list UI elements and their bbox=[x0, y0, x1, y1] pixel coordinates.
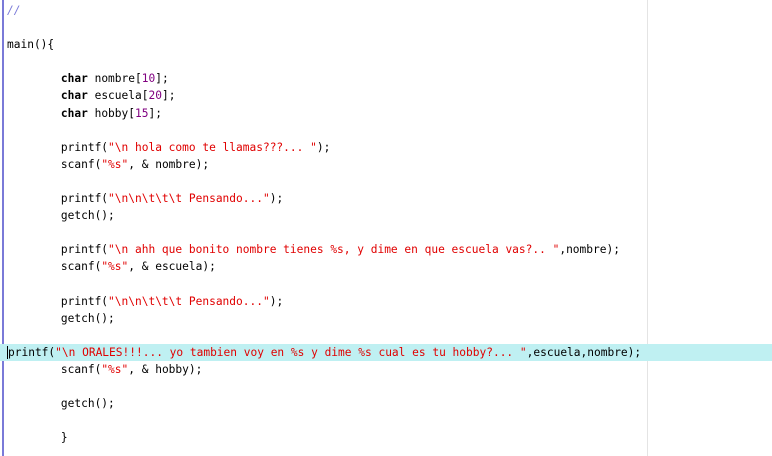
number-literal: 15 bbox=[135, 106, 149, 120]
indent bbox=[7, 107, 61, 120]
code-line[interactable] bbox=[7, 122, 772, 139]
code-text: getch(); bbox=[60, 209, 115, 223]
code-line[interactable] bbox=[7, 224, 772, 241]
code-text: escuela[ bbox=[87, 89, 149, 103]
code-line[interactable] bbox=[7, 378, 772, 395]
code-text: ,nombre); bbox=[559, 243, 620, 257]
current-code-line[interactable] bbox=[0, 344, 772, 361]
code-text: , & nombre); bbox=[128, 157, 210, 171]
string-literal: "\n\n\t\t\t Pensando..." bbox=[108, 192, 270, 206]
code-text: printf( bbox=[60, 294, 109, 308]
code-line[interactable] bbox=[7, 173, 772, 190]
string-literal: "%s" bbox=[101, 362, 129, 376]
comment: // bbox=[7, 4, 21, 17]
keyword: char bbox=[60, 106, 88, 120]
indent bbox=[7, 363, 61, 376]
indent bbox=[7, 192, 61, 205]
number-literal: 10 bbox=[141, 72, 156, 86]
string-literal: "\n ahh que bonito nombre tienes %s, y dime en que escuela vas?.. " bbox=[108, 243, 560, 257]
indent bbox=[7, 312, 61, 325]
code-text: printf( bbox=[8, 345, 56, 359]
string-literal: "\n ORALES!!!... yo tambien voy en %s y dime %s cual es tu hobby?... " bbox=[55, 345, 527, 359]
code-text: scanf( bbox=[60, 362, 102, 376]
code-text: nombre[ bbox=[87, 72, 142, 86]
indent bbox=[7, 158, 61, 171]
indent bbox=[7, 89, 61, 102]
code-line[interactable] bbox=[7, 190, 772, 207]
code-line[interactable] bbox=[7, 207, 772, 224]
code-text: getch(); bbox=[60, 397, 115, 411]
code-editor[interactable] bbox=[7, 2, 772, 446]
indent bbox=[7, 260, 61, 273]
code-line[interactable] bbox=[7, 429, 772, 446]
code-line[interactable] bbox=[7, 276, 772, 293]
code-line[interactable] bbox=[7, 53, 772, 70]
indent bbox=[7, 209, 61, 222]
code-line[interactable] bbox=[7, 293, 772, 310]
code-text: scanf( bbox=[60, 157, 102, 171]
keyword: char bbox=[60, 72, 88, 86]
code-line[interactable] bbox=[7, 361, 772, 378]
code-line[interactable] bbox=[7, 70, 772, 87]
indent bbox=[7, 141, 61, 154]
code-text: hobby[ bbox=[87, 106, 135, 120]
code-text: , & escuela); bbox=[128, 260, 216, 274]
indent bbox=[7, 243, 61, 256]
code-line[interactable] bbox=[7, 258, 772, 275]
code-text: ); bbox=[269, 192, 284, 206]
indent bbox=[7, 397, 61, 410]
string-literal: "%s" bbox=[101, 260, 129, 274]
code-line[interactable] bbox=[7, 36, 772, 53]
code-text: ]; bbox=[148, 106, 162, 120]
indent bbox=[7, 72, 61, 85]
code-line[interactable] bbox=[7, 412, 772, 429]
code-line[interactable] bbox=[7, 327, 772, 344]
string-literal: "\n hola como te llamas???... " bbox=[108, 140, 317, 154]
code-text: } bbox=[60, 431, 68, 445]
code-text: printf( bbox=[60, 192, 109, 206]
code-text: getch(); bbox=[60, 311, 115, 325]
code-line[interactable] bbox=[7, 139, 772, 156]
code-text: ); bbox=[269, 294, 284, 308]
code-line[interactable] bbox=[7, 105, 772, 122]
code-text: ]; bbox=[155, 72, 169, 86]
code-text: printf( bbox=[60, 140, 109, 154]
code-line[interactable] bbox=[7, 2, 772, 19]
change-marker-bar bbox=[2, 0, 4, 456]
code-line[interactable] bbox=[7, 87, 772, 104]
code-line[interactable] bbox=[7, 395, 772, 412]
string-literal: "\n\n\t\t\t Pensando..." bbox=[108, 294, 270, 308]
code-text: ,escuela,nombre); bbox=[526, 345, 642, 359]
code-line[interactable] bbox=[7, 19, 772, 36]
code-line[interactable] bbox=[7, 156, 772, 173]
code-text: ]; bbox=[161, 89, 176, 103]
indent bbox=[7, 431, 61, 444]
code-text: main(){ bbox=[7, 38, 55, 52]
string-literal: "%s" bbox=[101, 157, 129, 171]
code-text: ); bbox=[316, 140, 331, 154]
code-text: scanf( bbox=[60, 260, 102, 274]
indent bbox=[7, 295, 61, 308]
number-literal: 20 bbox=[148, 89, 162, 103]
code-text: , & hobby); bbox=[128, 362, 203, 376]
code-text: printf( bbox=[60, 243, 109, 257]
code-line[interactable] bbox=[7, 241, 772, 258]
code-line[interactable] bbox=[7, 310, 772, 327]
keyword: char bbox=[60, 89, 88, 103]
